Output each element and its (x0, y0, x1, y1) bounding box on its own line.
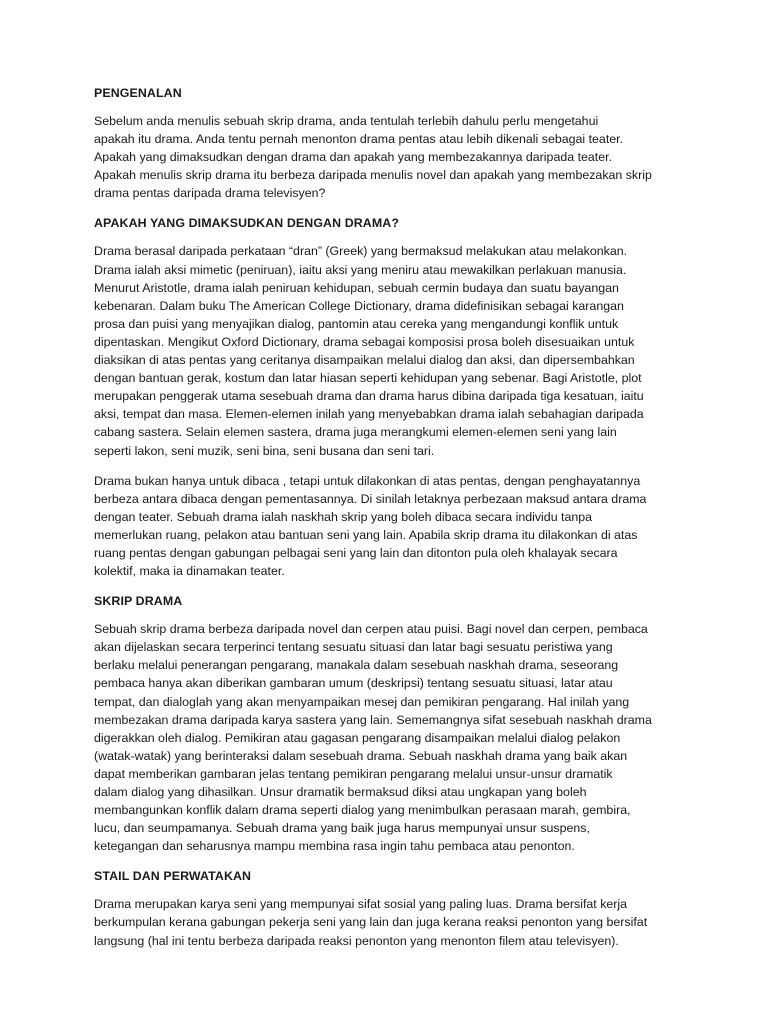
text-line: kebenaran. Dalam buku The American College Dictionary, drama didefinisikan sebagai karangan (94, 298, 624, 313)
text-line: Drama berasal daripada perkataan “dran” (Greek) yang bermaksud melakukan atau melakonkan. (94, 244, 628, 259)
section-heading: SKRIP DRAMA (94, 594, 183, 609)
text-line: Menurut Aristotle, drama ialah peniruan kehidupan, sebuah cermin budaya dan suatu bayangan (94, 280, 619, 295)
text-line: tempat, dan dialoglah yang akan menyampaikan mesej dan pemikiran pengarang. Hal inilah yang (94, 694, 630, 709)
text-line: dalam dialog yang dihasilkan. Unsur dramatik bermaksud diksi atau ungkapan yang boleh (94, 785, 587, 799)
text-line: drama pentas daripada drama televisyen? (94, 186, 326, 201)
text-line: Drama bukan hanya untuk dibaca , tetapi untuk dilakonkan di atas pentas, dengan penghayatannya (94, 473, 641, 488)
text-line: (watak-watak) yang berinteraksi dalam sesebuah drama. Sebuah naskhah drama yang baik akan (94, 748, 628, 763)
text-line: aksi, tempat dan masa. Elemen-elemen inilah yang menyebabkan drama ialah sebahagian daripada (94, 407, 644, 422)
text-line: apakah itu drama. Anda tentu pernah menonton drama pentas atau lebih dikenali sebagai teater. (94, 132, 624, 147)
text-line: Drama ialah aksi mimetic (peniruan), iaitu aksi yang meniru atau mewakilkan perlakuan manusia. (94, 262, 627, 277)
text-line: dipentaskan. Mengikut Oxford Dictionary, drama sebagai komposisi prosa boleh disesuaikan untuk (94, 334, 635, 349)
paragraph (94, 895, 679, 949)
text-line: diaksikan di atas pentas yang ceritanya disampaikan melalui dialog dan aksi, dan dipersembahkan (94, 353, 635, 368)
paragraph (94, 242, 679, 459)
text-line: dengan teater. Sebuah drama ialah naskhah skrip yang boleh dibaca secara individu tanpa (94, 509, 593, 524)
text-line: digerakkan oleh dialog. Pemikiran atau gagasan pengarang disampaikan melalui dialog pelakon (94, 730, 621, 745)
text-line: ketegangan dan seharusnya mampu membina rasa ingin tahu pembaca atau penonton. (94, 839, 575, 854)
section-heading: STAIL DAN PERWATAKAN (94, 869, 252, 884)
text-line: pembaca hanya akan diberikan gambaran umum (deskripsi) tentang sesuatu situasi, latar atau (94, 676, 613, 691)
text-line: membezakan drama daripada karya sastera yang lain. Sememangnya sifat sesebuah naskhah drama (94, 712, 652, 727)
text-line: berbeza antara dibaca dengan pementasannya. Di sinilah letaknya perbezaan maksud antara drama (94, 491, 647, 506)
text-line: memerlukan ruang, pelakon atau bantuan seni yang lain. Apabila skrip drama itu dilakonkan di atas (94, 527, 638, 542)
text-line: ruang pentas dengan gabungan pelbagai seni yang lain dan ditonton pula oleh khalayak secara (94, 545, 618, 560)
text-line: akan dijelaskan secara terperinci tentang sesuatu situasi dan latar bagi sesuatu peristiwa yang (94, 640, 613, 655)
text-line: langsung (hal ini tentu berbeza daripada reaksi penonton yang menonton filem atau televisyen). (94, 933, 619, 948)
section-heading: APAKAH YANG DIMAKSUDKAN DENGAN DRAMA? (94, 216, 399, 231)
text-line: berlaku melalui penerangan pengarang, manakala dalam sesebuah naskhah drama, seseorang (94, 658, 619, 673)
text-line: Apakah yang dimaksudkan dengan drama dan apakah yang membezakannya daripada teater. (94, 150, 613, 165)
text-line: merupakan penggerak utama sesebuah drama dan drama harus dibina daripada tiga kesatuan, iaitu (94, 389, 644, 404)
section-heading: PENGENALAN (94, 86, 182, 100)
text-line: cabang sastera. Selain elemen sastera, drama juga merangkumi elemen-elemen seni yang lain (94, 425, 617, 440)
text-line: kolektif, maka ia dinamakan teater. (94, 564, 285, 579)
text-line: Apakah menulis skrip drama itu berbeza daripada menulis novel dan apakah yang membezakan skrip (94, 168, 652, 183)
text-line: Sebelum anda menulis sebuah skrip drama, anda tentulah terlebih dahulu perlu mengetahui (94, 114, 599, 128)
text-line: membangunkan konflik dalam drama seperti dialog yang menimbulkan perasaan marah, gembira, (94, 803, 631, 818)
paragraph (94, 112, 679, 202)
text-line: prosa dan puisi yang menyajikan dialog, pantomin atau cereka yang mengandungi konflik untuk (94, 316, 619, 331)
text-line: berkumpulan kerana gabungan pekerja seni yang lain dan juga kerana reaksi penonton yang bersifat (94, 915, 648, 930)
document-page (94, 84, 679, 962)
text-line: Drama merupakan karya seni yang mempunyai sifat sosial yang paling luas. Drama bersifat kerja (94, 897, 628, 912)
text-line: dapat memberikan gambaran jelas tentang pemikiran pengarang melalui unsur-unsur dramatik (94, 766, 613, 781)
text-line: seperti lakon, seni muzik, seni bina, seni busana dan seni tari. (94, 443, 435, 458)
text-line: lucu, dan seumpamanya. Sebuah drama yang baik juga harus mempunyai unsur suspens, (94, 821, 590, 836)
paragraph (94, 620, 679, 855)
paragraph (94, 472, 679, 581)
text-line: dengan bantuan gerak, kostum dan latar hiasan seperti kehidupan yang sebenar. Bagi Aristotle, plot (94, 371, 642, 386)
text-line: Sebuah skrip drama berbeza daripada novel dan cerpen atau puisi. Bagi novel dan cerpen, pembaca (94, 622, 648, 637)
